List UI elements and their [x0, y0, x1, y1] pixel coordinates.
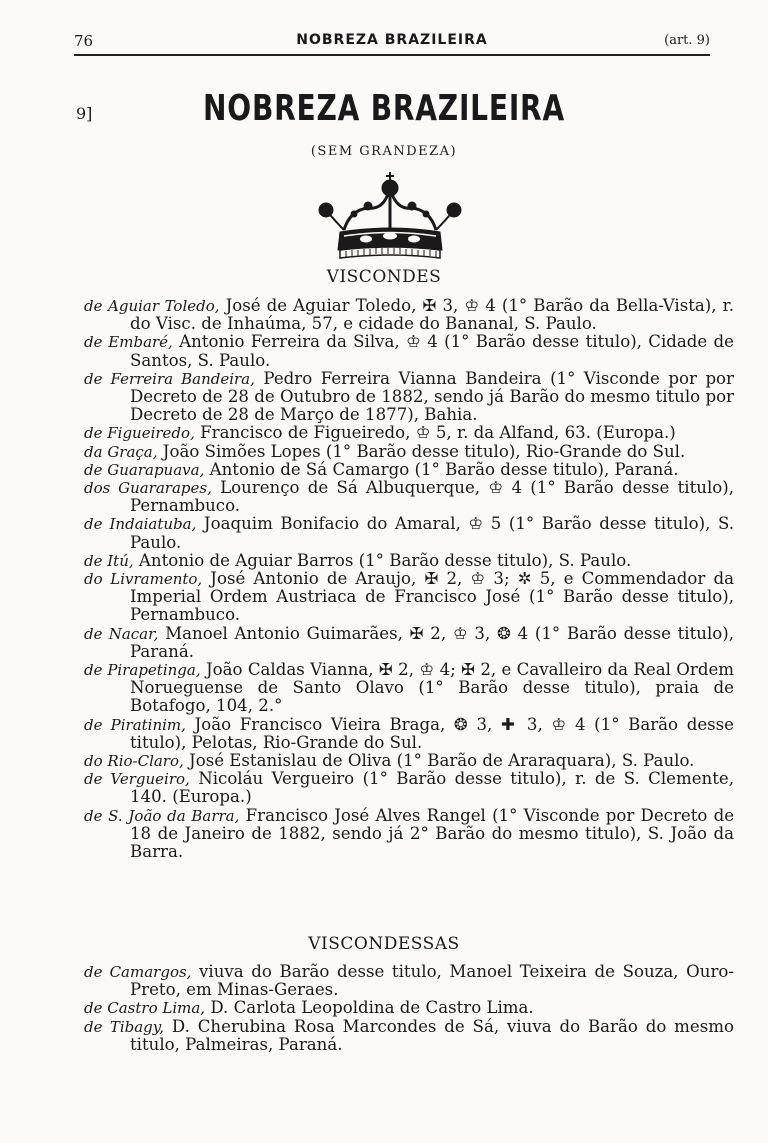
entry-title: de Pirapetinga, — [84, 661, 201, 680]
entry-text: João Francisco Vieira Braga, ❂ 3, ✚ 3, ♔ 4 (1° Barão desse titulo), Pelotas, Rio-Grande do Sul. — [130, 714, 735, 752]
entry-title: do Rio-Claro, — [84, 752, 184, 771]
entry-text: Antonio de Sá Camargo (1° Barão desse titulo), Paraná. — [204, 459, 679, 479]
list-item — [84, 461, 734, 479]
list-item — [84, 370, 734, 425]
list-item — [84, 570, 734, 625]
list-item — [84, 807, 734, 862]
list-item — [84, 479, 734, 515]
list-item — [84, 424, 734, 442]
viscondes-heading: VISCONDES — [326, 267, 442, 287]
entry-title: de Castro Lima, — [84, 999, 206, 1018]
entry-text: Francisco de Figueiredo, ♔ 5, r. da Alfand, 63. (Europa.) — [194, 423, 676, 443]
entry-text: Antonio Ferreira da Silva, ♔ 4 (1° Barão desse titulo), Cidade de Santos, S. Paulo. — [130, 332, 734, 370]
crown-icon — [310, 170, 470, 266]
list-item — [84, 770, 734, 806]
viscondessas-heading: VISCONDESSAS — [308, 934, 460, 954]
entry-text: José Antonio de Araujo, ✠ 2, ♔ 3; ✲ 5, e Commendador da Imperial Ordem Austriaca de Francisco José (1° Barão desse titulo), Pernambuco. — [130, 569, 734, 625]
entry-title: dos Guararapes, — [84, 479, 212, 498]
entry-title: de Vergueiro, — [84, 770, 190, 789]
article-reference: (art. 9) — [664, 33, 710, 48]
entry-title: de Aguiar Toledo, — [84, 297, 220, 315]
entry-text: D. Cherubina Rosa Marcondes de Sá, viuva do Barão do mesmo titulo, Palmeiras, Paraná. — [130, 1016, 734, 1054]
entry-title: de Guarapuava, — [84, 460, 205, 479]
entry-text: José de Aguiar Toledo, ✠ 3, ♔ 4 (1° Barão da Bella-Vista), r. do Visc. de Inhaúma, 57, e cidade do Bananal, S. Paulo. — [130, 296, 735, 334]
page-title: NOBREZA BRAZILEIRA — [203, 88, 565, 129]
list-item — [84, 625, 734, 661]
entry-text: Lourenço de Sá Albuquerque, ♔ 4 (1° Barão desse titulo), Pernambuco. — [130, 478, 734, 516]
list-item — [84, 661, 734, 716]
entry-text: José Estanislau de Oliva (1° Barão de Araraquara), S. Paulo. — [183, 751, 695, 771]
entry-text: D. Carlota Leopoldina de Castro Lima. — [205, 998, 534, 1018]
entry-title: de Nacar, — [84, 624, 159, 643]
running-head — [74, 30, 710, 56]
entry-text: Joaquim Bonifacio do Amaral, ♔ 5 (1° Barão desse titulo), S. Paulo. — [130, 514, 734, 552]
entry-text: Antonio de Aguiar Barros (1° Barão desse titulo), S. Paulo. — [133, 550, 632, 570]
list-item — [84, 552, 734, 570]
page-subtitle: (SEM GRANDEZA) — [310, 144, 458, 159]
entry-text: Francisco José Alves Rangel (1° Visconde por Decreto de 18 de Janeiro de 1882, sendo já 2° Barão do mesmo titulo), S. João da Barra. — [130, 805, 735, 862]
entry-text: João Simões Lopes (1° Barão desse titulo), Rio-Grande do Sul. — [157, 441, 686, 461]
viscondessas-list — [84, 963, 734, 1054]
list-item — [84, 297, 734, 333]
list-item — [84, 963, 734, 999]
entry-title: de Indaiatuba, — [84, 515, 197, 534]
entry-text: Pedro Ferreira Vianna Bandeira (1° Visconde por por Decreto de 28 de Outubro de 1882, sendo já Barão do mesmo titulo por Decreto de 28 de Março de 1877), Bahia. — [130, 368, 734, 425]
entry-title: de Ferreira Bandeira, — [84, 369, 255, 388]
list-item — [84, 515, 734, 551]
entry-title: de Embaré, — [84, 333, 173, 352]
entry-title: de Camargos, — [84, 963, 192, 981]
entry-text: João Caldas Vianna, ✠ 2, ♔ 4; ✠ 2, e Cavalleiro da Real Ordem Norueguense de Santo Olavo (1° Barão desse titulo), praia de Botafogo, 104, 2.° — [130, 660, 735, 716]
entry-title: de Itú, — [84, 551, 134, 570]
entry-title: da Graça, — [84, 442, 158, 461]
list-item — [84, 716, 734, 752]
list-item — [84, 443, 734, 461]
list-item — [84, 333, 734, 369]
page-number: 76 — [74, 32, 94, 50]
list-item — [84, 999, 734, 1017]
viscondes-list — [84, 297, 734, 861]
section-number: 9] — [76, 104, 93, 123]
list-item — [84, 752, 734, 770]
entry-title: de Tibagy, — [84, 1017, 165, 1036]
list-item — [84, 1018, 734, 1054]
running-title: NOBREZA BRAZILEIRA — [296, 32, 488, 48]
entry-text: viuva do Barão desse titulo, Manoel Teixeira de Souza, Ouro-Preto, em Minas-Geraes. — [130, 962, 734, 1000]
entry-text: Manoel Antonio Guimarães, ✠ 2, ♔ 3, ❂ 4 (1° Barão desse titulo), Paraná. — [130, 623, 734, 661]
entry-text: Nicoláu Vergueiro (1° Barão desse titulo), r. de S. Clemente, 140. (Europa.) — [130, 769, 734, 807]
entry-title: do Livramento, — [84, 570, 203, 589]
entry-title: de Piratinim, — [84, 715, 186, 734]
entry-title: de S. João da Barra, — [84, 806, 240, 825]
entry-title: de Figueiredo, — [84, 424, 195, 443]
